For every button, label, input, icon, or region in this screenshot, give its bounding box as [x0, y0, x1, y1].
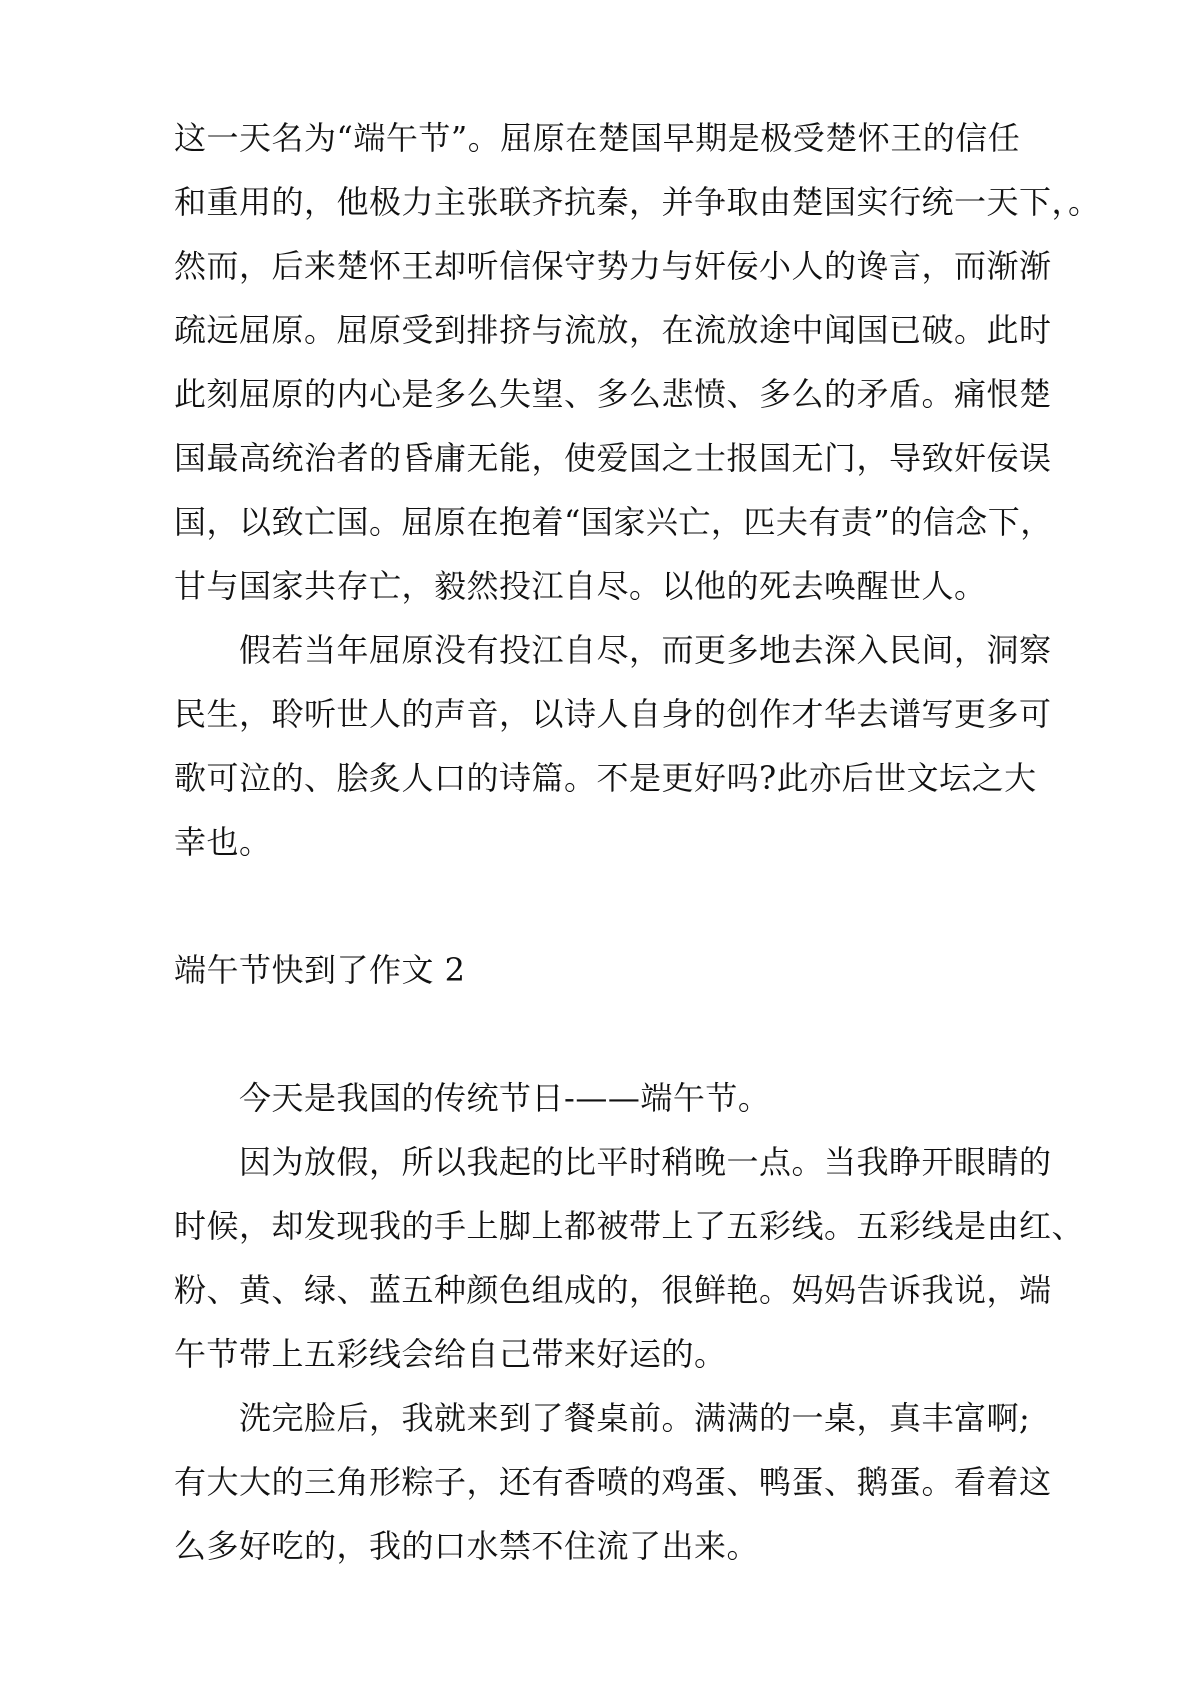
paragraph-first-line: 洗完脸后，我就来到了餐桌前。满满的一桌，真丰富啊;: [239, 1399, 1031, 1437]
text-line: 粉、黄、绿、蓝五种颜色组成的，很鲜艳。妈妈告诉我说，端: [174, 1271, 1052, 1309]
text-line: 有大大的三角形粽子，还有香喷的鸡蛋、鸭蛋、鹅蛋。看着这: [174, 1463, 1052, 1501]
text-line: 这一天名为“端午节”。屈原在楚国早期是极受楚怀王的信任: [174, 119, 1021, 157]
paragraph-first-line: 今天是我国的传统节日-——端午节。: [239, 1079, 771, 1117]
text-line: 民生，聆听世人的声音，以诗人自身的创作才华去谱写更多可: [174, 695, 1052, 733]
text-line: 时候，却发现我的手上脚上都被带上了五彩线。五彩线是由红、: [174, 1207, 1085, 1245]
text-line: 国最高统治者的昏庸无能，使爱国之士报国无门，导致奸佞误: [174, 439, 1052, 477]
text-line: 和重用的，他极力主张联齐抗秦，并争取由楚国实行统一天下，。: [174, 183, 1101, 221]
paragraph-first-line: 假若当年屈原没有投江自尽，而更多地去深入民间，洞察: [239, 631, 1052, 669]
text-line: 幸也。: [174, 823, 272, 861]
text-line: 疏远屈原。屈原受到排挤与流放，在流放途中闻国已破。此时: [174, 311, 1052, 349]
text-line: 国，以致亡国。屈原在抱着“国家兴亡，匹夫有责”的信念下，: [174, 503, 1053, 541]
section-heading: 端午节快到了作文 2: [174, 951, 466, 989]
text-line: 午节带上五彩线会给自己带来好运的。: [174, 1335, 727, 1373]
text-line: 歌可泣的、脍炙人口的诗篇。不是更好吗?此亦后世文坛之大: [174, 759, 1037, 797]
text-line: 然而，后来楚怀王却听信保守势力与奸佞小人的谗言，而渐渐: [174, 247, 1052, 285]
text-line: 么多好吃的，我的口水禁不住流了出来。: [174, 1527, 760, 1565]
text-line: 此刻屈原的内心是多么失望、多么悲愤、多么的矛盾。痛恨楚: [174, 375, 1052, 413]
paragraph-first-line: 因为放假，所以我起的比平时稍晚一点。当我睁开眼睛的: [239, 1143, 1052, 1181]
text-line: 甘与国家共存亡，毅然投江自尽。以他的死去唤醒世人。: [174, 567, 987, 605]
